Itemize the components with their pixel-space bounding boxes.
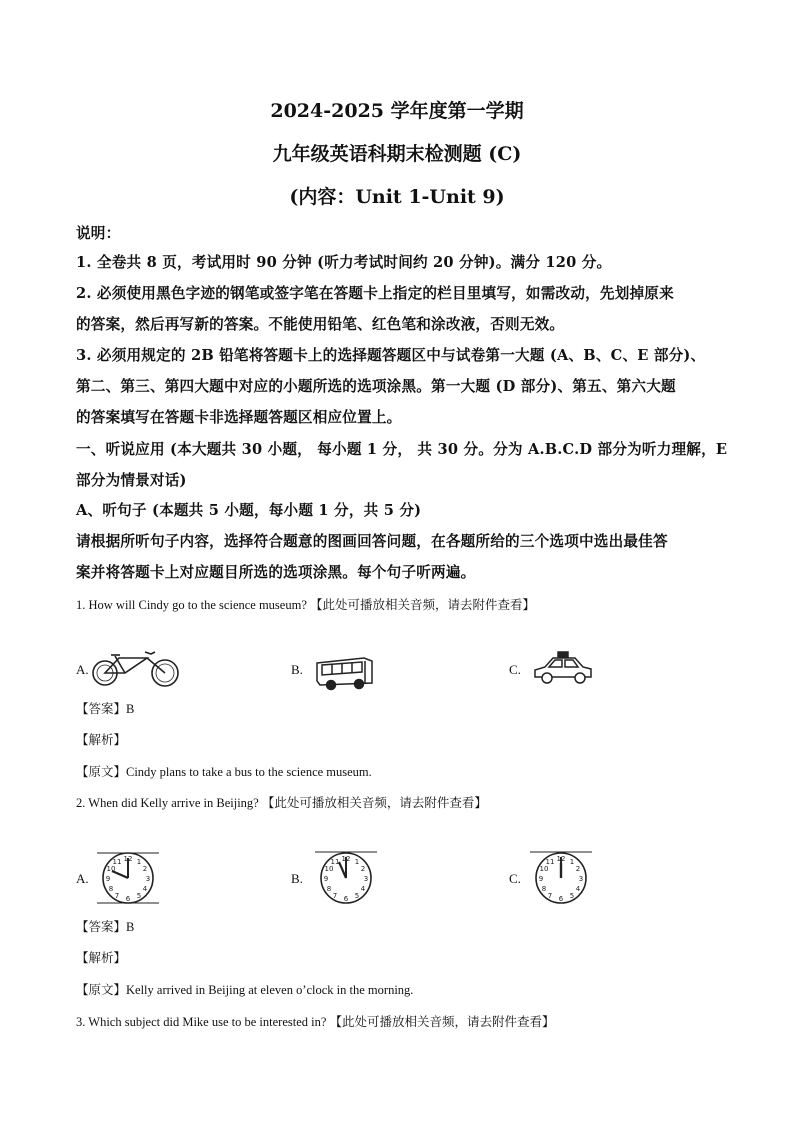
svg-text:8: 8 xyxy=(108,885,114,893)
exam-subject-title: 九年级英语科期末检测题 (C) xyxy=(272,143,522,165)
exam-scope-title: (内容：Unit 1-Unit 9) xyxy=(289,186,505,208)
question-2-analysis: 【解析】 xyxy=(76,951,127,965)
instruction-item-3-line-3: 的答案填写在答题卡非选择题答题区相应位置上。 xyxy=(76,409,402,426)
svg-text:9: 9 xyxy=(323,875,329,883)
svg-text:2: 2 xyxy=(360,865,366,873)
exam-term-title: 2024-2025 学年度第一学期 xyxy=(270,100,524,122)
instruction-item-3-line-1: 3. 必须用规定的 2B 铅笔将答题卡上的选择题答题区中与试卷第一大题 (A、B、C、E 部分)、 xyxy=(76,347,706,364)
svg-text:5: 5 xyxy=(354,892,360,900)
svg-text:10: 10 xyxy=(539,865,549,873)
svg-text:3: 3 xyxy=(363,875,369,883)
svg-text:7: 7 xyxy=(547,892,553,900)
svg-text:12: 12 xyxy=(341,855,351,863)
svg-text:9: 9 xyxy=(538,875,544,883)
question-2-option-c-label: C. xyxy=(509,871,521,886)
svg-text:1: 1 xyxy=(354,858,360,866)
question-2-option-b-label: B. xyxy=(291,871,303,886)
instruction-item-3-line-2: 第二、第三、第四大题中对应的小题所选的选项涂黑。第一大题 (D 部分)、第五、第六大题 xyxy=(76,378,676,395)
svg-text:5: 5 xyxy=(136,892,142,900)
clock-icon xyxy=(95,850,161,906)
part-a-title: A、听句子 (本题共 5 小题，每小题 1 分，共 5 分) xyxy=(76,502,422,519)
question-1-transcript: 【原文】Cindy plans to take a bus to the science museum. xyxy=(76,765,372,779)
question-1-stem: 1. How will Cindy go to the science museum? 【此处可播放相关音频，请去附件查看】 xyxy=(76,598,535,612)
instruction-item-1: 1. 全卷共 8 页，考试用时 90 分钟 (听力考试时间约 20 分钟)。满分 120 分。 xyxy=(76,254,612,271)
taxi-icon xyxy=(531,650,595,686)
svg-text:10: 10 xyxy=(324,865,334,873)
bicycle-icon xyxy=(89,650,183,688)
svg-text:6: 6 xyxy=(558,895,564,903)
svg-text:1: 1 xyxy=(136,858,142,866)
svg-text:2: 2 xyxy=(142,865,148,873)
svg-text:11: 11 xyxy=(330,858,340,866)
question-1-option-c-label: C. xyxy=(509,662,521,677)
section-1-heading-line-2: 部分为情景对话) xyxy=(76,472,187,489)
svg-text:2: 2 xyxy=(575,865,581,873)
question-1-analysis: 【解析】 xyxy=(76,733,127,747)
svg-text:12: 12 xyxy=(556,855,566,863)
svg-text:11: 11 xyxy=(112,858,122,866)
question-2-transcript: 【原文】Kelly arrived in Beijing at eleven o’clock in the morning. xyxy=(76,983,414,997)
svg-text:7: 7 xyxy=(332,892,338,900)
section-1-heading-line-1: 一、听说应用 (本大题共 30 小题， 每小题 1 分， 共 30 分。分为 A.B.C.D 部分为听力理解，E xyxy=(76,441,728,458)
svg-text:4: 4 xyxy=(575,885,581,893)
part-a-instruction-line-2: 案并将答题卡上对应题目所选的选项涂黑。每个句子听两遍。 xyxy=(76,564,476,581)
svg-text:6: 6 xyxy=(125,895,131,903)
bus-icon xyxy=(314,655,376,691)
svg-text:12: 12 xyxy=(123,855,133,863)
svg-text:10: 10 xyxy=(106,865,116,873)
question-2-answer: 【答案】B xyxy=(76,920,135,934)
instruction-item-2-line-1: 2. 必须使用黑色字迹的钢笔或签字笔在答题卡上指定的栏目里填写，如需改动，先划掉原来 xyxy=(76,285,674,302)
svg-text:7: 7 xyxy=(114,892,120,900)
svg-text:8: 8 xyxy=(541,885,547,893)
part-a-instruction-line-1: 请根据所听句子内容，选择符合题意的图画回答问题，在各题所给的三个选项中选出最佳答 xyxy=(76,533,668,550)
question-2-stem: 2. When did Kelly arrive in Beijing? 【此处可播放相关音频，请去附件查看】 xyxy=(76,796,487,810)
svg-text:4: 4 xyxy=(142,885,148,893)
svg-text:5: 5 xyxy=(569,892,575,900)
instructions-heading: 说明： xyxy=(76,225,121,242)
question-1-option-a-label: A. xyxy=(76,662,89,677)
svg-text:3: 3 xyxy=(145,875,151,883)
svg-text:8: 8 xyxy=(326,885,332,893)
svg-text:4: 4 xyxy=(360,885,366,893)
question-1-answer: 【答案】B xyxy=(76,702,135,716)
svg-text:1: 1 xyxy=(569,858,575,866)
svg-text:3: 3 xyxy=(578,875,584,883)
question-2-option-a-label: A. xyxy=(76,871,89,886)
clock-icon xyxy=(528,850,594,906)
clock-icon xyxy=(313,850,379,906)
svg-text:11: 11 xyxy=(545,858,555,866)
svg-text:9: 9 xyxy=(105,875,111,883)
svg-text:6: 6 xyxy=(343,895,349,903)
question-3-stem: 3. Which subject did Mike use to be interested in? 【此处可播放相关音频，请去附件查看】 xyxy=(76,1015,555,1029)
instruction-item-2-line-2: 的答案，然后再写新的答案。不能使用铅笔、红色笔和涂改液，否则无效。 xyxy=(76,316,565,333)
question-1-option-b-label: B. xyxy=(291,662,303,677)
